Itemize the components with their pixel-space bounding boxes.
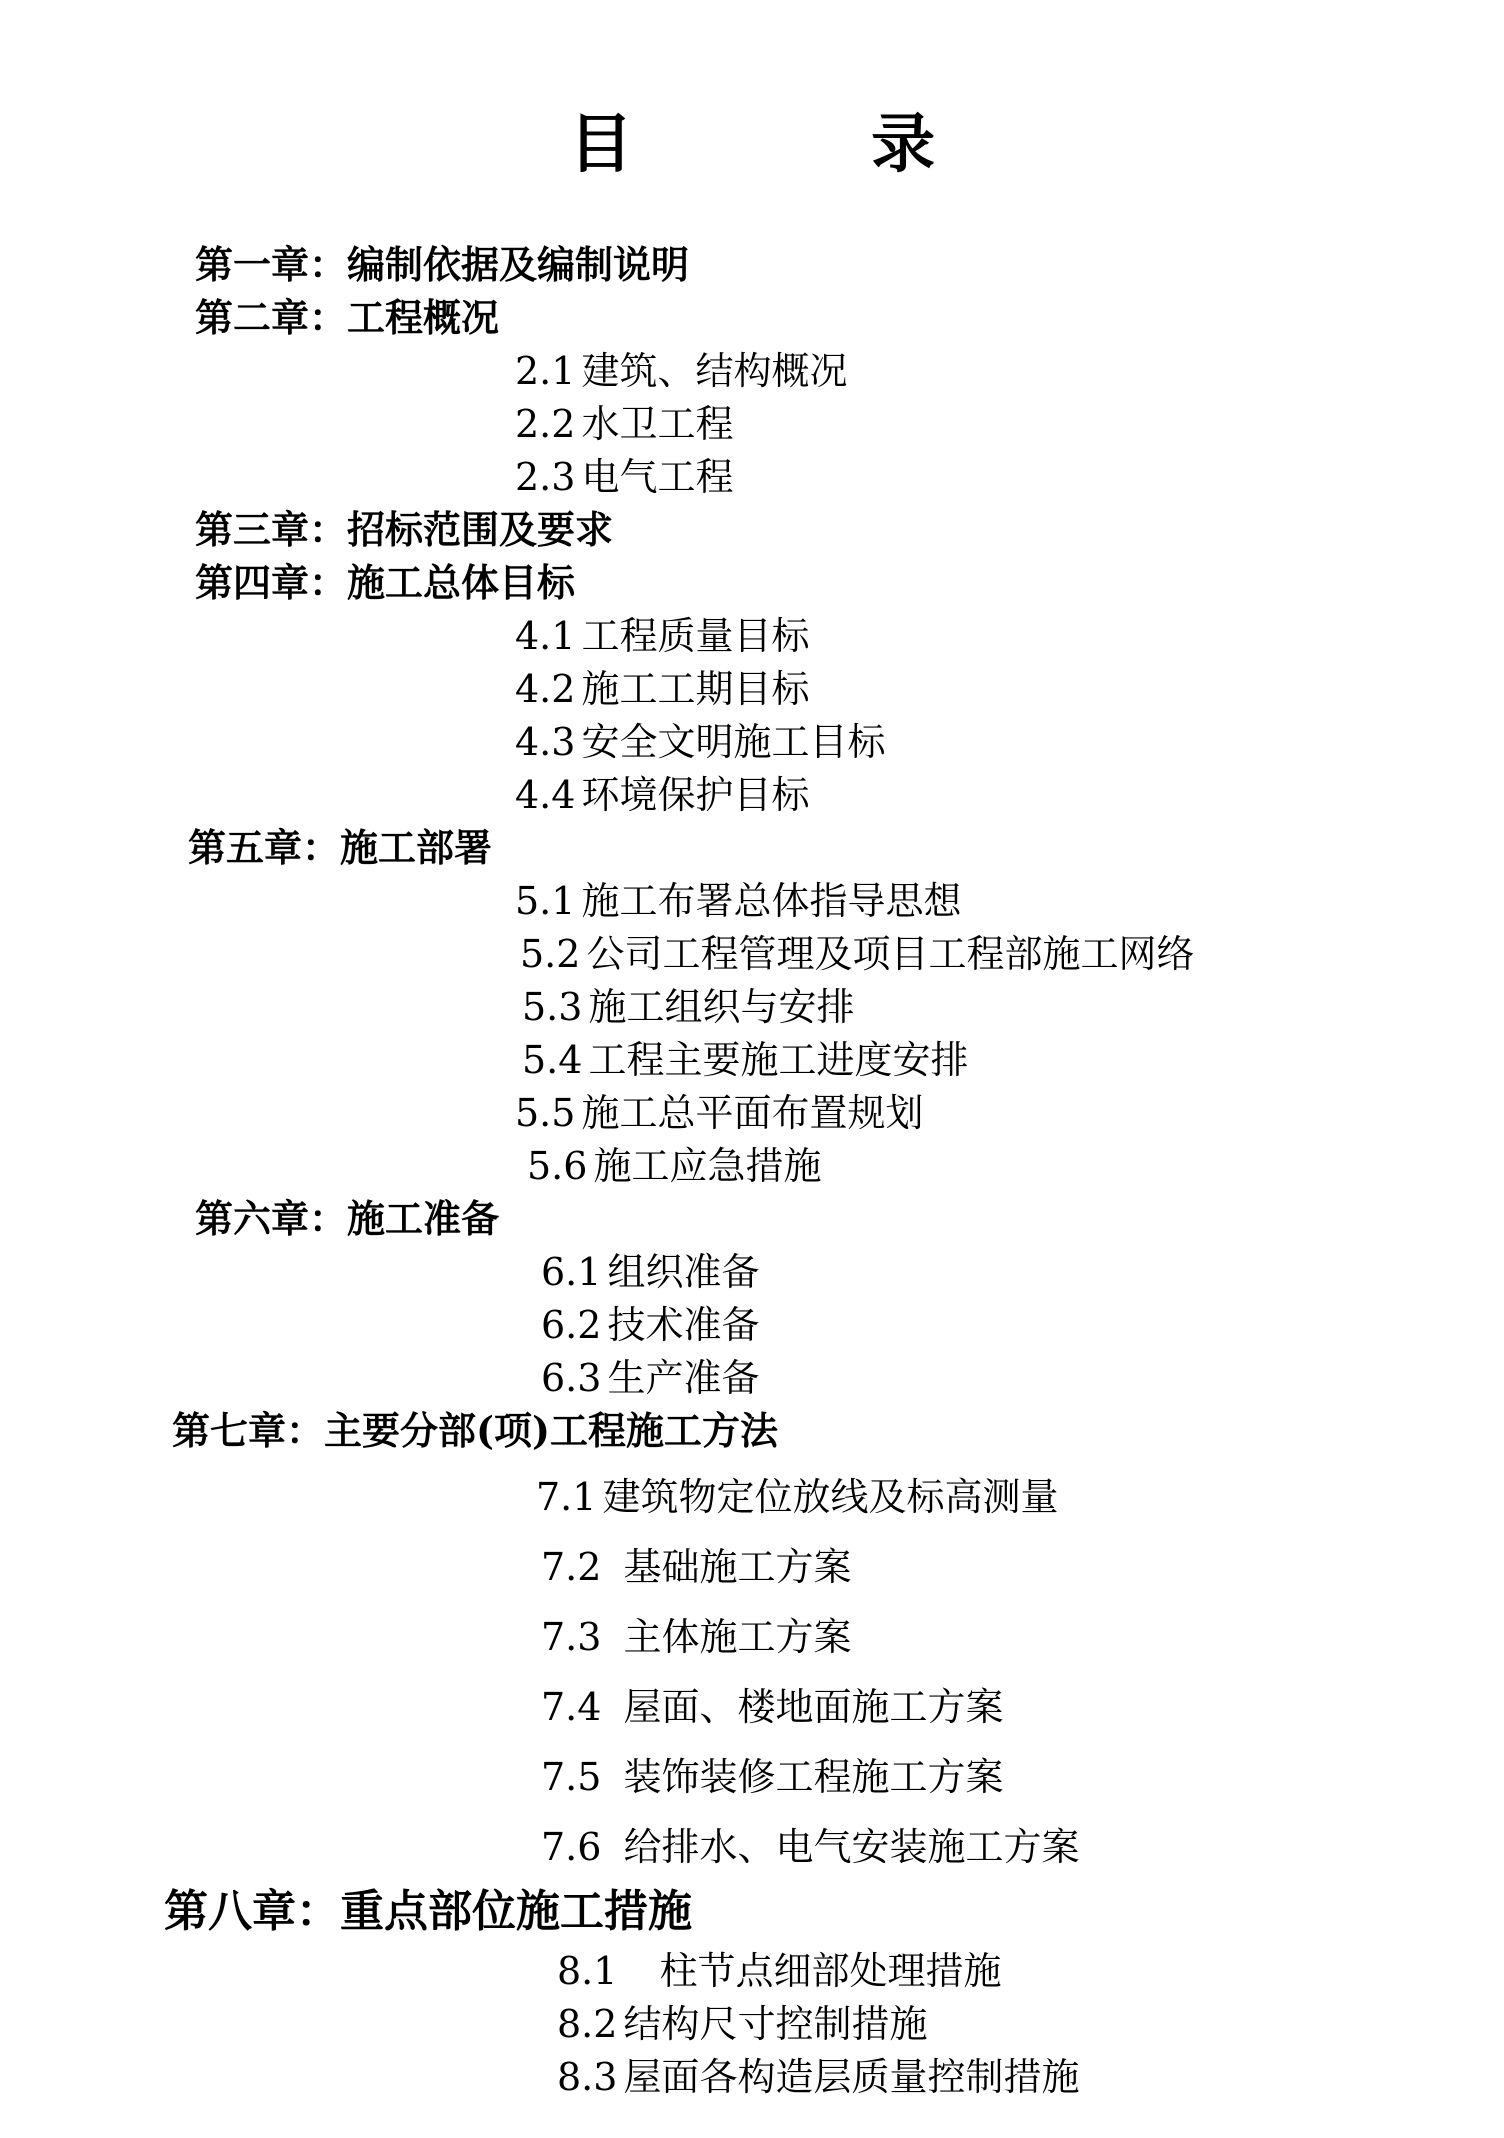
toc-section-5-4[interactable]	[522, 1038, 969, 1082]
toc-section-5-2[interactable]	[520, 932, 1195, 976]
toc-chapter-6[interactable]: 第六章：施工准备	[195, 1196, 500, 1241]
section-title: 水卫工程	[581, 402, 734, 446]
section-title: 工程主要施工进度安排	[588, 1038, 969, 1082]
toc-chapter-1[interactable]: 第一章：编制依据及编制说明	[195, 242, 690, 287]
toc-section-8-2[interactable]	[557, 2002, 928, 2046]
section-number: 7.6	[541, 1825, 602, 1869]
section-number: 5.1	[515, 879, 576, 923]
section-number: 7.4	[541, 1685, 602, 1729]
toc-chapter-7[interactable]: 第七章：主要分部(项)工程施工方法	[172, 1408, 778, 1453]
section-number: 7.2	[541, 1545, 602, 1589]
section-title: 建筑、结构概况	[581, 349, 848, 393]
section-number: 5.6	[527, 1144, 588, 1188]
section-number: 4.3	[515, 720, 576, 764]
section-title: 施工工期目标	[581, 667, 810, 711]
section-number: 2.2	[515, 402, 576, 446]
toc-chapter-4[interactable]: 第四章：施工总体目标	[195, 560, 576, 605]
toc-section-6-1[interactable]	[541, 1250, 760, 1294]
section-title: 工程质量目标	[581, 614, 810, 658]
section-title: 生产准备	[607, 1356, 760, 1400]
section-title: 公司工程管理及项目工程部施工网络	[586, 932, 1195, 976]
toc-chapter-3[interactable]: 第三章：招标范围及要求	[195, 507, 614, 552]
section-title: 建筑物定位放线及标高测量	[602, 1475, 1059, 1519]
toc-section-8-1[interactable]	[557, 1949, 1002, 1993]
section-title: 主体施工方案	[623, 1615, 852, 1659]
section-title: 安全文明施工目标	[581, 720, 886, 764]
section-title: 施工总平面布置规划	[581, 1091, 924, 1135]
toc-chapter-8[interactable]: 第八章：重点部位施工措施	[164, 1886, 692, 1937]
toc-section-2-3[interactable]	[515, 455, 734, 499]
toc-section-6-2[interactable]	[541, 1303, 760, 1347]
section-number: 5.5	[515, 1091, 576, 1135]
toc-section-2-1[interactable]	[515, 349, 848, 393]
section-number: 4.2	[515, 667, 576, 711]
toc-section-5-1[interactable]	[515, 879, 962, 923]
section-number: 2.3	[515, 455, 576, 499]
section-number: 5.3	[522, 985, 583, 1029]
toc-section-5-5[interactable]	[515, 1091, 924, 1135]
toc-section-4-3[interactable]	[515, 720, 886, 764]
toc-section-6-3[interactable]	[541, 1356, 760, 1400]
toc-section-7-5[interactable]	[541, 1755, 1004, 1799]
section-title: 施工应急措施	[593, 1144, 822, 1188]
section-number: 8.1	[557, 1949, 618, 1993]
section-title: 环境保护目标	[581, 773, 810, 817]
toc-section-4-2[interactable]	[515, 667, 810, 711]
toc-section-7-4[interactable]	[541, 1685, 1004, 1729]
toc-section-2-2[interactable]	[515, 402, 734, 446]
section-number: 4.4	[515, 773, 576, 817]
section-title: 柱节点细部处理措施	[659, 1949, 1002, 1993]
page-title: 目 录	[568, 108, 1044, 182]
section-number: 6.3	[541, 1356, 602, 1400]
toc-section-5-3[interactable]	[522, 985, 855, 1029]
toc-section-7-3[interactable]	[541, 1615, 852, 1659]
section-title: 电气工程	[581, 455, 734, 499]
section-title: 基础施工方案	[623, 1545, 852, 1589]
toc-section-4-1[interactable]	[515, 614, 810, 658]
section-number: 7.5	[541, 1755, 602, 1799]
toc-chapter-2[interactable]: 第二章：工程概况	[195, 295, 500, 340]
toc-section-7-2[interactable]	[541, 1545, 852, 1589]
section-title: 施工组织与安排	[588, 985, 855, 1029]
section-title: 屋面各构造层质量控制措施	[623, 2055, 1080, 2099]
toc-section-7-1[interactable]	[536, 1475, 1059, 1519]
section-title: 屋面、楼地面施工方案	[623, 1685, 1004, 1729]
section-number: 8.2	[557, 2002, 618, 2046]
section-title: 组织准备	[607, 1250, 760, 1294]
section-number: 8.3	[557, 2055, 618, 2099]
section-title: 技术准备	[607, 1303, 760, 1347]
section-number: 5.4	[522, 1038, 583, 1082]
section-number: 6.2	[541, 1303, 602, 1347]
section-title: 结构尺寸控制措施	[623, 2002, 928, 2046]
section-title: 装饰装修工程施工方案	[623, 1755, 1004, 1799]
section-title: 施工布署总体指导思想	[581, 879, 962, 923]
section-number: 6.1	[541, 1250, 602, 1294]
section-title: 给排水、电气安装施工方案	[623, 1825, 1080, 1869]
toc-section-4-4[interactable]	[515, 773, 810, 817]
toc-chapter-5[interactable]: 第五章：施工部署	[188, 825, 493, 870]
section-number: 7.1	[536, 1475, 597, 1519]
section-number: 7.3	[541, 1615, 602, 1659]
toc-section-8-3[interactable]	[557, 2055, 1080, 2099]
toc-section-5-6[interactable]	[527, 1144, 822, 1188]
section-number: 2.1	[515, 349, 576, 393]
section-number: 5.2	[520, 932, 581, 976]
toc-section-7-6[interactable]	[541, 1825, 1080, 1869]
section-number: 4.1	[515, 614, 576, 658]
